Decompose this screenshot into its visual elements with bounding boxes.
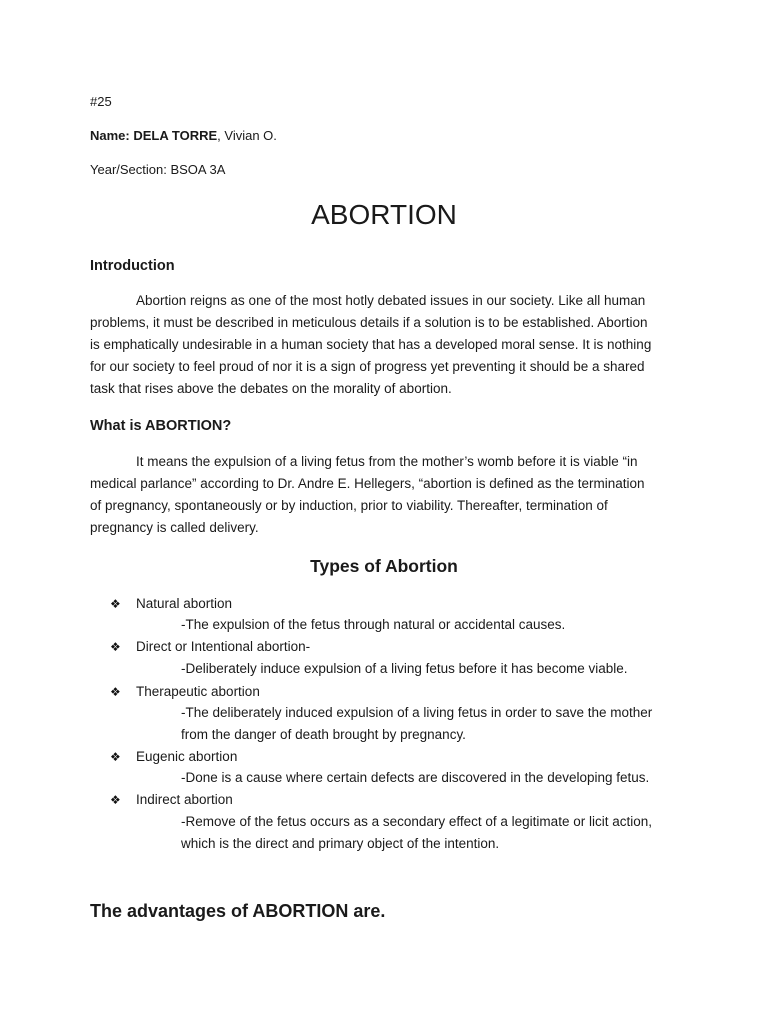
- type-label: Direct or Intentional abortion-: [136, 639, 311, 654]
- name-label: Name:: [90, 128, 134, 143]
- type-label: Indirect abortion: [136, 792, 233, 807]
- introduction-heading: Introduction: [90, 258, 175, 274]
- advantages-heading: The advantages of ABORTION are.: [90, 901, 386, 921]
- type-description: -Remove of the fetus occurs as a secondary effect of a legitimate or licit action,: [181, 814, 652, 829]
- document-title: ABORTION: [311, 199, 457, 230]
- name-line: [90, 128, 277, 144]
- introduction-line: for our society to feel proud of nor it is a sign of progress yet preventing it should be a shared: [90, 359, 645, 374]
- type-description: from the danger of death brought by pregnancy.: [181, 727, 466, 742]
- diamond-bullet-icon: ❖: [110, 685, 121, 699]
- type-label: Natural abortion: [136, 596, 233, 611]
- what-is-heading: What is ABORTION?: [90, 418, 232, 434]
- name-surname: DELA TORRE: [133, 128, 218, 143]
- type-label: Eugenic abortion: [136, 749, 238, 764]
- diamond-bullet-icon: ❖: [110, 597, 121, 611]
- introduction-line: problems, it must be described in meticulous details if a solution is to be established. Abortion: [90, 315, 648, 330]
- name-given: , Vivian O.: [217, 128, 277, 143]
- type-description: -The deliberately induced expulsion of a living fetus in order to save the mother: [181, 705, 653, 720]
- type-description: -Done is a cause where certain defects are discovered in the developing fetus.: [181, 770, 650, 785]
- type-description: which is the direct and primary object of the intention.: [181, 836, 500, 851]
- type-label: Therapeutic abortion: [136, 684, 260, 699]
- diamond-bullet-icon: ❖: [110, 640, 121, 654]
- introduction-line: task that rises above the debates on the morality of abortion.: [90, 381, 452, 396]
- year-label: Year/Section:: [90, 162, 171, 177]
- what-is-line: medical parlance” according to Dr. Andre E. Hellegers, “abortion is defined as the termination: [90, 476, 645, 491]
- diamond-bullet-icon: ❖: [110, 750, 121, 764]
- year-value: BSOA 3A: [170, 162, 226, 177]
- type-description: -The expulsion of the fetus through natural or accidental causes.: [181, 617, 566, 632]
- document-number: #25: [90, 94, 112, 109]
- what-is-line: It means the expulsion of a living fetus from the mother’s womb before it is viable “in: [136, 454, 638, 469]
- type-description: -Deliberately induce expulsion of a living fetus before it has become viable.: [181, 661, 628, 676]
- introduction-line: Abortion reigns as one of the most hotly debated issues in our society. Like all human: [136, 293, 646, 308]
- diamond-bullet-icon: ❖: [110, 793, 121, 807]
- introduction-line: is emphatically undesirable in a human society that has a developed moral sense. It is nothing: [90, 337, 652, 352]
- what-is-line: of pregnancy, spontaneously or by induction, prior to viability. Thereafter, termination of: [90, 498, 608, 513]
- year-section-line: [90, 162, 225, 178]
- types-heading: Types of Abortion: [310, 556, 458, 576]
- what-is-line: pregnancy is called delivery.: [90, 520, 259, 535]
